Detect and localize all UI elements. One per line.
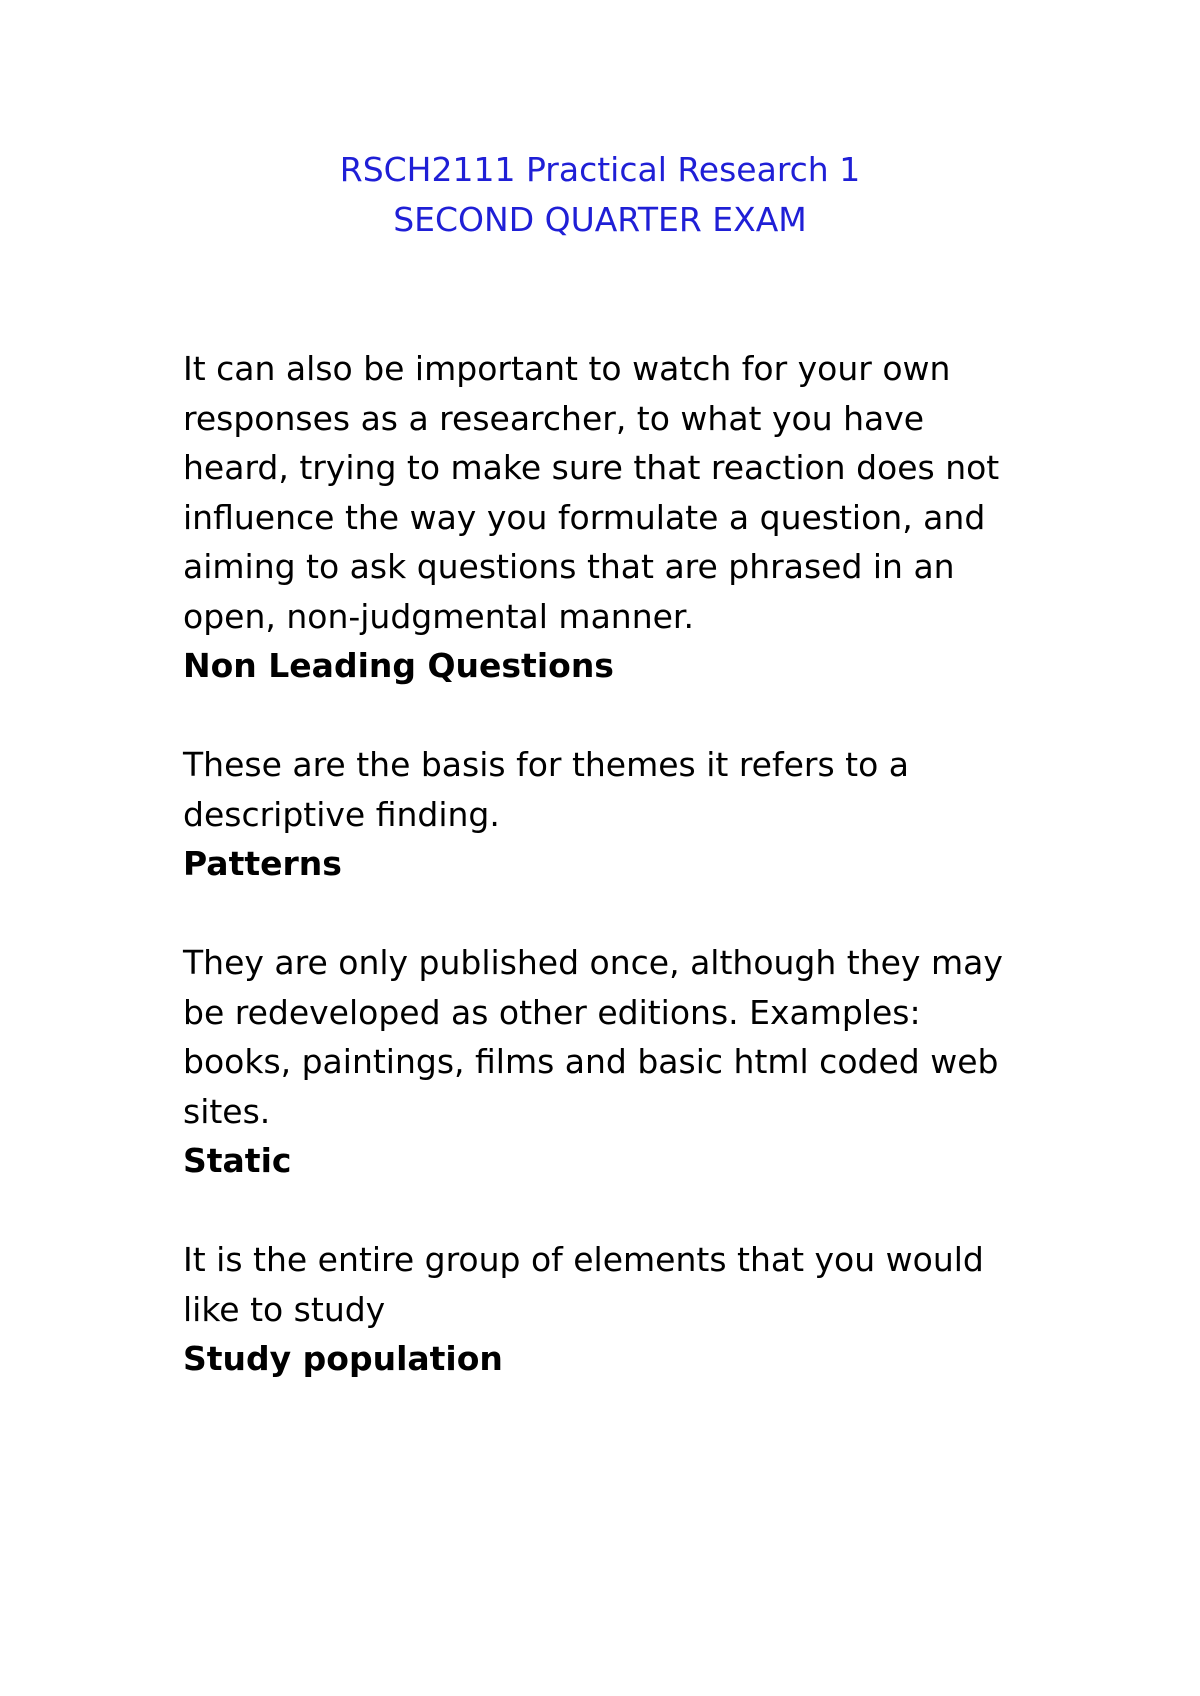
document-body [183,344,1023,1384]
question-item [183,938,1023,1186]
question-text: They are only published once, although they may be redeveloped as other editions. Examples: books, paintings, films and basic html coded web sites. [183,943,1003,1131]
document-header [0,145,1200,245]
answer-text: Study population [183,1339,503,1378]
question-text: These are the basis for themes it refers to a descriptive finding. [183,745,909,834]
spacer [183,1186,1023,1236]
answer-text: Static [183,1141,292,1180]
answer-text: Patterns [183,844,342,883]
question-text: It can also be important to watch for your own responses as a researcher, to what you have heard, trying to make sure that reaction does not influence the way you formulate a question, and aiming to ask questions that are phrased in an open, non-judgmental manner. [183,349,1000,636]
spacer [183,691,1023,741]
question-item [183,344,1023,691]
answer-text: Non Leading Questions [183,646,614,685]
spacer [183,889,1023,939]
question-text: It is the entire group of elements that you would like to study [183,1240,984,1329]
question-item [183,740,1023,889]
exam-title: SECOND QUARTER EXAM [393,200,807,239]
question-item [183,1235,1023,1384]
course-title: RSCH2111 Practical Research 1 [339,150,861,189]
